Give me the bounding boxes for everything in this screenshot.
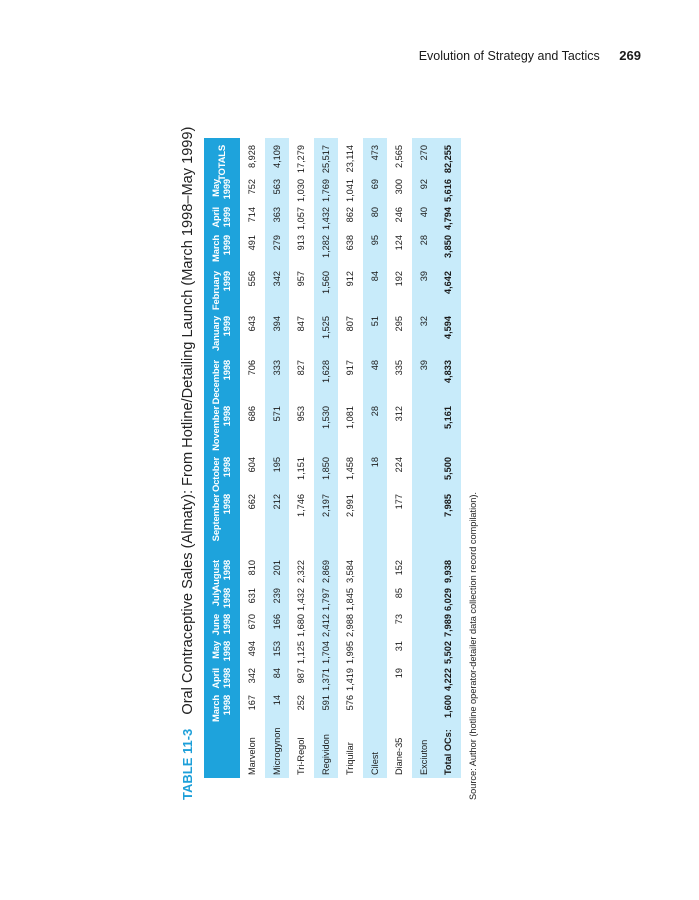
table-cell: 363	[271, 207, 282, 223]
column-header-line2: 1998	[222, 360, 233, 381]
column-header-line2: 1998	[222, 695, 233, 716]
table-cell: 40	[418, 207, 429, 218]
table-cell: 3,850	[443, 235, 453, 258]
table-title: Oral Contraceptive Sales (Almaty): From Hotline/Detailing Launch (March 1998–May 1999)	[180, 126, 196, 715]
column-header-line1: December	[211, 360, 222, 405]
table-cell: 224	[394, 457, 404, 473]
row-label: Exciuton	[418, 739, 429, 775]
table-cell: 4,833	[443, 360, 453, 383]
table-cell: 686	[247, 406, 257, 422]
column-header	[204, 271, 240, 310]
table-cell: 2,869	[320, 560, 331, 583]
column-header	[204, 179, 240, 199]
column-header	[204, 145, 240, 181]
column-header-line2: 1998	[222, 641, 233, 662]
table-cell: 912	[345, 271, 355, 287]
column-header-line2: 1998	[222, 457, 233, 478]
row-label: Microgynon	[271, 727, 282, 775]
table-cell: 25,517	[320, 145, 331, 174]
column-header-line1: March	[211, 695, 222, 722]
table-cell: 1,560	[320, 271, 331, 294]
table-cell: 152	[394, 560, 404, 576]
table-cell: 752	[247, 179, 257, 195]
table-cell: 1,530	[320, 406, 331, 429]
table-cell: 953	[296, 406, 306, 422]
table-cell: 17,279	[296, 145, 306, 174]
table-cell: 212	[271, 494, 282, 510]
table-cell: 82,255	[443, 145, 453, 174]
table-total-row	[436, 138, 461, 778]
table-cell: 1,151	[296, 457, 306, 480]
table-cell: 662	[247, 494, 257, 510]
table-row	[338, 138, 363, 778]
table-cell: 1,282	[320, 235, 331, 258]
table-cell: 2,322	[296, 560, 306, 583]
table-cell: 166	[271, 614, 282, 630]
column-header-row	[204, 138, 240, 778]
table-cell: 51	[369, 316, 380, 327]
running-head-section: Evolution of Strategy and Tactics	[418, 49, 600, 63]
table-cell: 73	[394, 614, 404, 625]
column-header-line2: 1998	[222, 588, 233, 609]
table-cell: 1,125	[296, 641, 306, 664]
table-cell: 4,794	[443, 207, 453, 230]
table-cell: 8,928	[247, 145, 257, 168]
table-cell: 84	[271, 668, 282, 679]
table-cell: 19	[394, 668, 404, 679]
column-header-line1: May	[211, 179, 222, 197]
table-cell: 5,616	[443, 179, 453, 202]
table-cell: 14	[271, 695, 282, 706]
table-cell: 571	[271, 406, 282, 422]
column-header-line1: March	[211, 235, 222, 262]
table-cell: 92	[418, 179, 429, 190]
table-cell: 4,642	[443, 271, 453, 294]
table-cell: 195	[271, 457, 282, 473]
table-cell: 85	[394, 588, 404, 599]
table-cell: 124	[394, 235, 404, 251]
table-cell: 279	[271, 235, 282, 251]
table-cell: 2,565	[394, 145, 404, 168]
table-row	[314, 138, 339, 778]
column-header-line1: TOTALS	[216, 145, 228, 181]
table-cell: 39	[418, 360, 429, 371]
table-cell: 2,197	[320, 494, 331, 517]
table-cell: 342	[271, 271, 282, 287]
column-header-line2: 1998	[222, 406, 233, 427]
rotated-table-block	[180, 100, 480, 800]
table-cell: 28	[369, 406, 380, 417]
table-cell: 1,081	[345, 406, 355, 429]
running-head	[419, 48, 641, 63]
table-cell: 252	[296, 695, 306, 711]
table-cell: 295	[394, 316, 404, 332]
row-label: Marvelon	[247, 737, 257, 775]
row-label: Total OCs:	[443, 729, 453, 775]
table-cell: 84	[369, 271, 380, 282]
column-header-line1: June	[211, 614, 222, 636]
table-cell: 246	[394, 207, 404, 223]
table-cell: 80	[369, 207, 380, 218]
table-cell: 491	[247, 235, 257, 251]
table-cell: 827	[296, 360, 306, 376]
row-label: Cilest	[369, 752, 380, 775]
column-header-line2: 1998	[222, 668, 233, 689]
table-cell: 631	[247, 588, 257, 604]
column-header-line1: September	[211, 494, 222, 542]
table-cell: 807	[345, 316, 355, 332]
column-header-line2: 1999	[222, 316, 233, 337]
table-row	[387, 138, 412, 778]
table-cell: 591	[320, 695, 331, 711]
column-header	[204, 560, 240, 592]
column-header	[204, 641, 240, 661]
column-header-line2: 1999	[222, 179, 233, 200]
table-cell: 6,029	[443, 588, 453, 611]
table-cell: 987	[296, 668, 306, 684]
page-number: 269	[619, 48, 641, 63]
table-cell: 335	[394, 360, 404, 376]
table-cell: 18	[369, 457, 380, 468]
column-header-line2: 1998	[222, 560, 233, 581]
column-header-line1: October	[211, 457, 222, 493]
column-header-line2: 1998	[222, 614, 233, 635]
table-row	[412, 138, 437, 778]
table-cell: 917	[345, 360, 355, 376]
table-cell: 69	[369, 179, 380, 190]
column-header	[204, 316, 240, 351]
table-cell: 28	[418, 235, 429, 246]
table-cell: 638	[345, 235, 355, 251]
row-label: Triquilar	[345, 742, 355, 775]
table-cell: 192	[394, 271, 404, 287]
column-header	[204, 494, 240, 541]
column-header	[204, 614, 240, 635]
table-cell: 2,988	[345, 614, 355, 637]
table-cell: 473	[369, 145, 380, 161]
table-cell: 2,991	[345, 494, 355, 517]
table-block	[180, 100, 480, 800]
table-cell: 563	[271, 179, 282, 195]
column-header-line1: February	[211, 271, 222, 311]
table-cell: 201	[271, 560, 282, 576]
table-cell: 847	[296, 316, 306, 332]
table-cell: 7,989	[443, 614, 453, 637]
table-cell: 167	[247, 695, 257, 711]
table-cell: 48	[369, 360, 380, 371]
table-cell: 604	[247, 457, 257, 473]
column-header	[204, 235, 240, 262]
row-label: Tri-Regol	[296, 737, 306, 775]
table-cell: 1,458	[345, 457, 355, 480]
table-cell: 1,769	[320, 179, 331, 202]
table-cell: 32	[418, 316, 429, 327]
column-header-line2: 1999	[222, 271, 233, 292]
column-header-line2: 1998	[222, 494, 233, 515]
table-cell: 5,161	[443, 406, 453, 429]
table-cell: 342	[247, 668, 257, 684]
table-cell: 5,500	[443, 457, 453, 480]
table-cell: 670	[247, 614, 257, 630]
table-cell: 239	[271, 588, 282, 604]
table-row	[240, 138, 265, 778]
table-cell: 1,995	[345, 641, 355, 664]
table-cell: 1,432	[296, 588, 306, 611]
table-cell: 1,600	[443, 695, 453, 718]
table-cell: 494	[247, 641, 257, 657]
table-cell: 95	[369, 235, 380, 246]
table-cell: 556	[247, 271, 257, 287]
table-cell: 1,797	[320, 588, 331, 611]
column-header-line2: 1999	[222, 207, 233, 228]
table-title-line	[180, 100, 204, 800]
column-header-line1: January	[211, 316, 222, 352]
table-cell: 1,628	[320, 360, 331, 383]
table-row	[265, 138, 290, 778]
table-cell: 4,594	[443, 316, 453, 339]
column-header	[204, 406, 240, 451]
table-cell: 7,985	[443, 494, 453, 517]
table-label: TABLE 11-3	[180, 728, 195, 800]
table-cell: 862	[345, 207, 355, 223]
table-cell: 1,746	[296, 494, 306, 517]
table-cell: 270	[418, 145, 429, 161]
table-cell: 9,938	[443, 560, 453, 583]
table-cell: 300	[394, 179, 404, 195]
table-cell: 1,041	[345, 179, 355, 202]
table-cell: 714	[247, 207, 257, 223]
column-header-line1: April	[211, 207, 222, 228]
table-source-note: Source: Author (hotline operator-detailer data collection record compilation).	[468, 492, 478, 800]
table-cell: 1,057	[296, 207, 306, 230]
table-cell: 643	[247, 316, 257, 332]
column-header	[204, 360, 240, 404]
table-cell: 1,850	[320, 457, 331, 480]
table-cell: 576	[345, 695, 355, 711]
table-cell: 312	[394, 406, 404, 422]
table-cell: 2,412	[320, 614, 331, 637]
table-cell: 31	[394, 641, 404, 652]
row-label: Regividon	[320, 734, 331, 775]
column-header	[204, 668, 240, 689]
table-cell: 153	[271, 641, 282, 657]
table-cell: 1,432	[320, 207, 331, 230]
column-header	[204, 457, 240, 492]
column-header-line2: 1999	[222, 235, 233, 256]
table-cell: 4,109	[271, 145, 282, 168]
table-cell: 957	[296, 271, 306, 287]
table-cell: 1,371	[320, 668, 331, 691]
column-header-line1: July	[211, 588, 222, 607]
table-cell: 1,704	[320, 641, 331, 664]
table-cell: 810	[247, 560, 257, 576]
table-cell: 1,845	[345, 588, 355, 611]
column-header-line1: November	[211, 406, 222, 451]
table-cell: 333	[271, 360, 282, 376]
table-cell: 1,419	[345, 668, 355, 691]
table-cell: 39	[418, 271, 429, 282]
table-cell: 177	[394, 494, 404, 510]
table-cell: 394	[271, 316, 282, 332]
table-cell: 913	[296, 235, 306, 251]
table-body	[204, 100, 464, 800]
table-cell: 4,222	[443, 668, 453, 691]
table-cell: 1,525	[320, 316, 331, 339]
column-header	[204, 207, 240, 228]
table-row	[363, 138, 388, 778]
table-row	[289, 138, 314, 778]
table-cell: 1,680	[296, 614, 306, 637]
column-header	[204, 695, 240, 722]
row-label: Diane-35	[394, 737, 404, 775]
table-cell: 1,030	[296, 179, 306, 202]
table-cell: 23,114	[345, 145, 355, 173]
column-header-line1: May	[211, 641, 222, 659]
table-cell: 706	[247, 360, 257, 376]
column-header-line1: August	[211, 560, 222, 592]
column-header-line1: April	[211, 668, 222, 689]
table-cell: 5,502	[443, 641, 453, 664]
table-cell: 3,584	[345, 560, 355, 583]
